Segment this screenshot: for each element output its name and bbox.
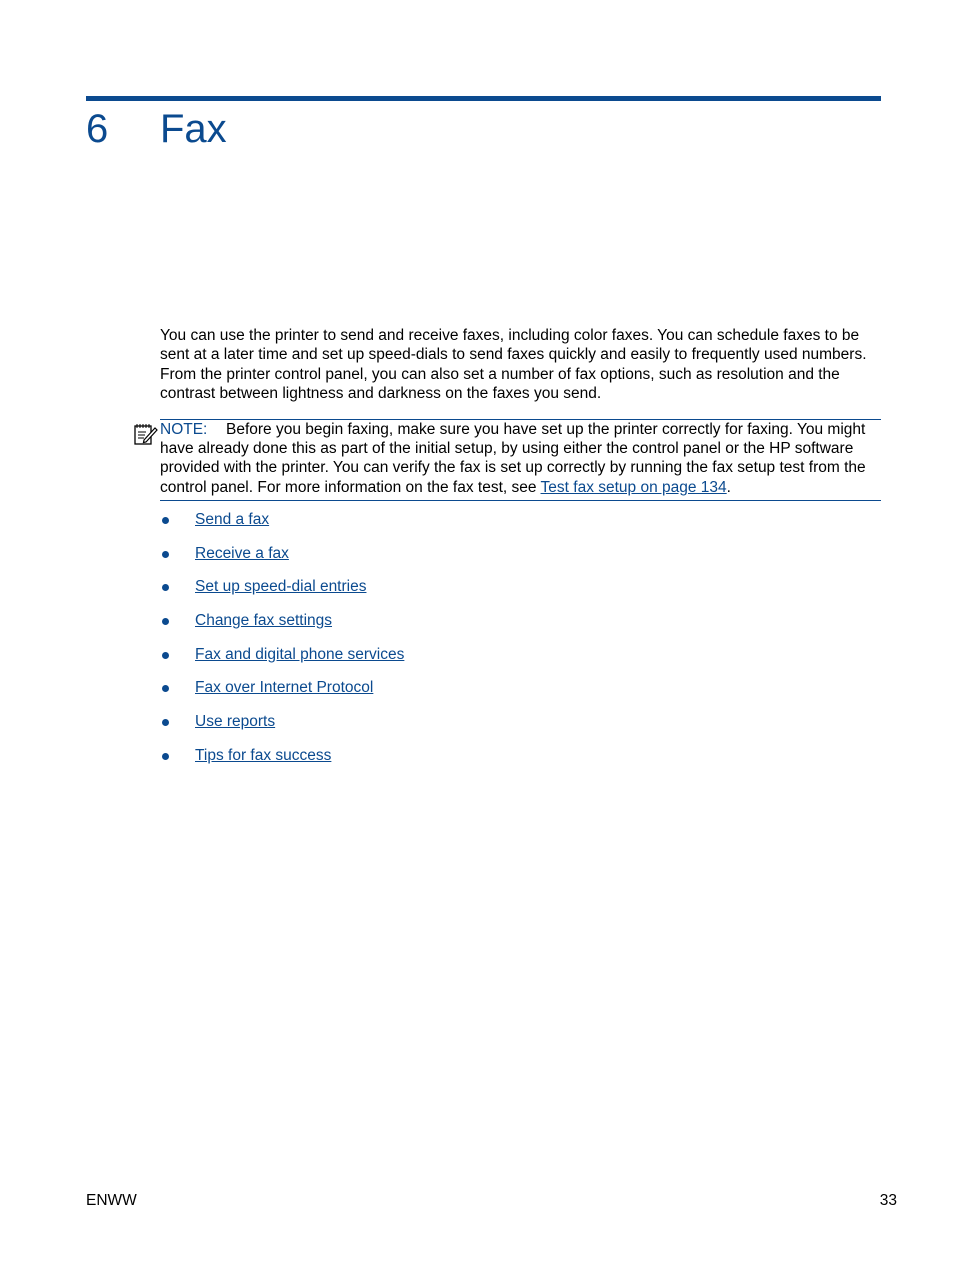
chapter-title: Fax [160,107,227,151]
bullet-icon [162,618,169,625]
list-item [160,508,404,542]
page-number: 33 [879,1192,897,1209]
list-item [160,676,404,710]
topic-list [160,508,404,778]
fax-over-ip-link[interactable]: Fax over Internet Protocol [195,679,374,697]
bullet-icon [162,551,169,558]
test-fax-setup-link[interactable]: Test fax setup on page 134 [540,478,727,496]
note-pad-icon [133,421,159,447]
change-fax-settings-link[interactable]: Change fax settings [195,612,333,630]
note-box [160,419,881,501]
bullet-icon [162,753,169,760]
footer-label: ENWW [86,1192,137,1209]
digital-phone-services-link[interactable]: Fax and digital phone services [195,645,405,663]
list-item [160,744,404,778]
list-item [160,542,404,576]
note-end: . [726,478,731,496]
list-item [160,710,404,744]
note-text: Before you begin faxing, make sure you have set up the printer correctly for faxing. You might have already done this as part of the initial setup, by using either the control panel or the HP software provided with the printer. You can verify the fax is set up correctly by running the fax setup test from the control panel. For more information on the fax test, see [160,421,866,496]
send-a-fax-link[interactable]: Send a fax [195,511,270,528]
intro-paragraph: You can use the printer to send and receive faxes, including color faxes. You can schedule faxes to be sent at a later time and set up speed-dials to send faxes quickly and easily to frequently used numbers. From the printer control panel, you can also set a number of fax options, such as resolution and the contrast between lightness and darkness on the faxes you send. [160,327,867,402]
list-item [160,643,404,677]
receive-a-fax-link[interactable]: Receive a fax [195,544,289,562]
bullet-icon [162,685,169,692]
chapter-number: 6 [86,107,109,151]
list-item [160,575,404,609]
list-item [160,609,404,643]
chapter-rule [86,96,881,101]
chapter-heading [86,104,227,154]
bullet-icon [162,652,169,659]
use-reports-link[interactable]: Use reports [195,713,276,731]
tips-for-fax-success-link[interactable]: Tips for fax success [195,746,332,764]
note-label: NOTE: [160,421,208,438]
bullet-icon [162,517,169,524]
bullet-icon [162,719,169,726]
speed-dial-entries-link[interactable]: Set up speed-dial entries [195,578,367,596]
bullet-icon [162,584,169,591]
